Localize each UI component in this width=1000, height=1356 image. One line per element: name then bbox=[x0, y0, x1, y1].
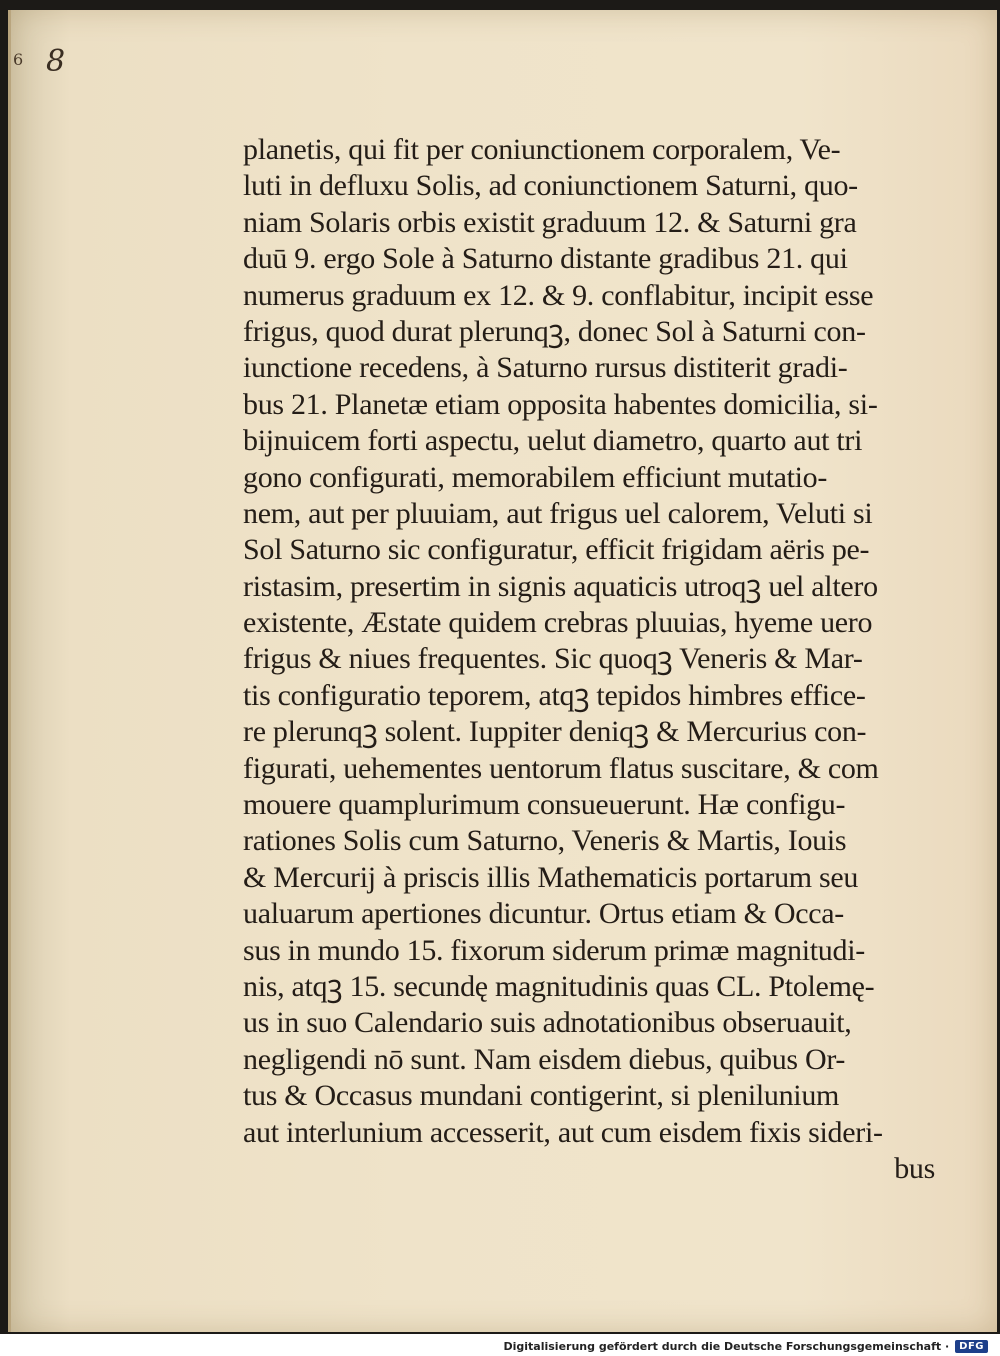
text-line: re plerunqꝫ solent. Iuppiter deniqꝫ & Mercurius con- bbox=[243, 715, 867, 749]
text-line: existente, Æstate quidem crebras pluuias, hyeme uero bbox=[243, 606, 873, 640]
text-line: sus in mundo 15. fixorum siderum primæ magnitudi- bbox=[243, 933, 865, 967]
text-line: niam Solaris orbis existit graduum 12. & Saturni gra bbox=[243, 205, 857, 239]
footer-credit: Digitalisierung gefördert durch die Deutsche Forschungsgemeinschaft · bbox=[503, 1339, 950, 1353]
text-line: gono configurati, memorabilem efficiunt mutatio- bbox=[243, 460, 828, 494]
text-line: nis, atqꝫ 15. secundę magnitudinis quas CL. Ptolemę- bbox=[243, 969, 875, 1003]
text-line: tis configuratio teporem, atqꝫ tepidos himbres effice- bbox=[243, 678, 866, 712]
edge-mark: 6 bbox=[13, 50, 24, 69]
text-line: luti in defluxu Solis, ad coniunctionem Saturni, quo- bbox=[243, 169, 858, 203]
catchword: bus bbox=[894, 1151, 935, 1185]
digitization-footer bbox=[503, 1336, 1000, 1356]
text-line: mouere quamplurimum consueuerunt. Hæ configu- bbox=[243, 788, 846, 822]
text-line: planetis, qui fit per coniunctionem corporalem, Ve- bbox=[243, 133, 841, 166]
text-line: duū 9. ergo Sole à Saturno distante gradibus 21. qui bbox=[243, 242, 848, 276]
text-line: rationes Solis cum Saturno, Veneris & Martis, Iouis bbox=[243, 824, 847, 858]
text-line: iunctione recedens, à Saturno rursus distiterit gradi- bbox=[243, 351, 848, 385]
text-line: numerus graduum ex 12. & 9. conflabitur, incipit esse bbox=[243, 278, 874, 312]
text-line: nem, aut per pluuiam, aut frigus uel calorem, Veluti si bbox=[243, 496, 873, 530]
dfg-logo: DFG bbox=[955, 1340, 988, 1353]
text-line: bus 21. Planetæ etiam opposita habentes domicilia, si- bbox=[243, 387, 878, 421]
text-line: bijnuicem forti aspectu, uelut diametro, quarto aut tri bbox=[243, 424, 863, 458]
folio-number: 8 bbox=[46, 44, 66, 79]
book-page bbox=[8, 10, 997, 1332]
text-line: tus & Occasus mundani contigerint, si plenilunium bbox=[243, 1079, 840, 1113]
text-block bbox=[243, 132, 943, 1187]
text-line: negligendi nō sunt. Nam eisdem diebus, quibus Or- bbox=[243, 1042, 846, 1076]
text-line: figurati, uehementes uentorum flatus suscitare, & com bbox=[243, 751, 879, 785]
text-line: frigus & niues frequentes. Sic quoqꝫ Veneris & Mar- bbox=[243, 642, 863, 676]
text-line: aut interlunium accesserit, aut cum eisdem fixis sideri- bbox=[243, 1115, 883, 1149]
text-line: ristasim, presertim in signis aquaticis utroqꝫ uel altero bbox=[243, 569, 878, 603]
text-line: us in suo Calendario suis adnotationibus obseruauit, bbox=[243, 1006, 852, 1040]
text-line: Sol Saturno sic configuratur, efficit frigidam aëris pe- bbox=[243, 533, 870, 567]
text-line: frigus, quod durat plerunqꝫ, donec Sol à Saturni con- bbox=[243, 314, 866, 348]
text-line: ualuarum apertiones dicuntur. Ortus etiam & Occa- bbox=[243, 897, 844, 931]
text-line: & Mercurij à priscis illis Mathematicis portarum seu bbox=[243, 860, 859, 894]
